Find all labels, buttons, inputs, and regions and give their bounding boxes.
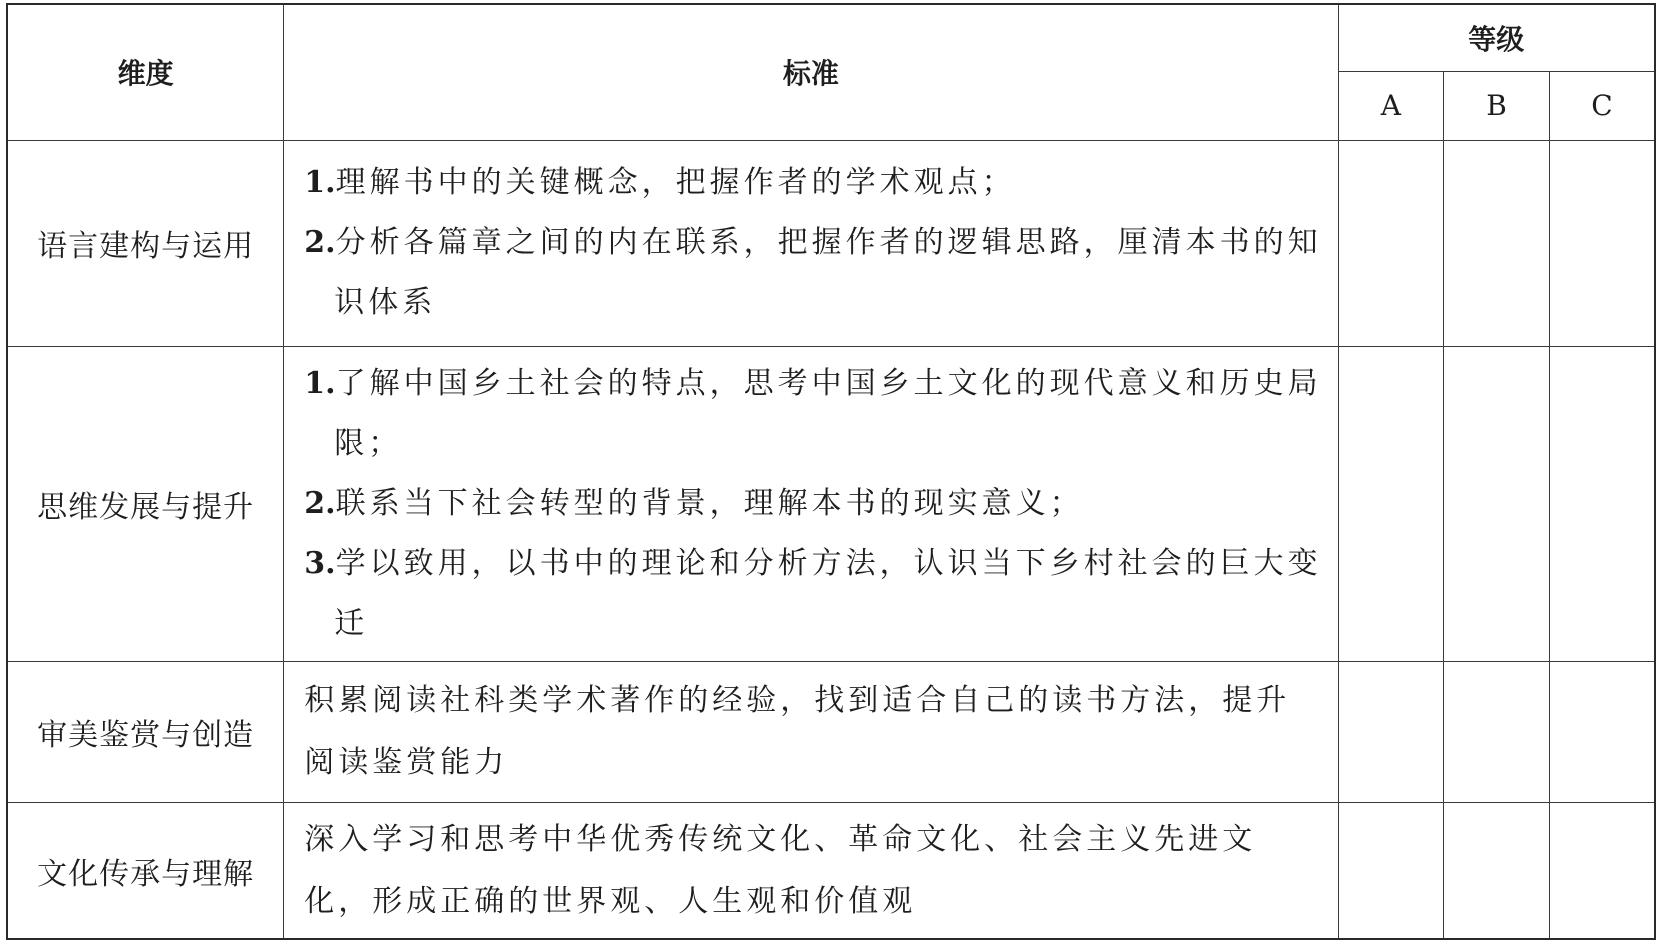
header-row-top <box>7 4 1655 71</box>
grade-a-cell[interactable] <box>1338 140 1444 346</box>
grade-b-cell[interactable] <box>1444 662 1550 803</box>
item-text: 理解书中的关键概念，把握作者的学术观点； <box>335 165 1016 201</box>
standard-cell <box>284 140 1338 346</box>
grade-c-header: C <box>1549 71 1655 140</box>
dimension-cell: 思维发展与提升 <box>7 346 284 662</box>
item-text: 联系当下社会转型的背景，理解本书的现实意义； <box>335 486 1084 521</box>
grade-a-cell[interactable] <box>1338 662 1444 803</box>
standard-item <box>304 213 1323 333</box>
table-row <box>7 803 1655 939</box>
header-dimension: 维度 <box>7 4 284 140</box>
grade-c-cell[interactable] <box>1549 346 1655 662</box>
standard-text: 深入学习和思考中华优秀传统文化、革命文化、社会主义先进文化，形成正确的世界观、人生观和价值观 <box>304 821 1257 919</box>
table-row <box>7 140 1655 346</box>
item-text: 了解中国乡土社会的特点，思考中国乡土文化的现代意义和历史局限； <box>334 366 1322 461</box>
item-number: 1. <box>304 366 336 401</box>
standard-item <box>304 153 1323 213</box>
item-number: 1. <box>304 165 336 201</box>
grade-b-cell[interactable] <box>1444 140 1550 346</box>
dimension-cell: 文化传承与理解 <box>7 803 284 939</box>
header-grade: 等级 <box>1338 4 1655 71</box>
standard-item <box>304 534 1323 654</box>
table-row <box>7 662 1655 803</box>
grade-a-header: A <box>1338 71 1444 140</box>
grade-b-cell[interactable] <box>1444 346 1550 662</box>
standard-item <box>304 354 1323 474</box>
grade-c-cell[interactable] <box>1549 140 1655 346</box>
item-text: 分析各篇章之间的内在联系，把握作者的逻辑思路，厘清本书的知识体系 <box>334 225 1322 321</box>
standard-cell <box>284 346 1338 662</box>
item-text: 学以致用，以书中的理论和分析方法，认识当下乡村社会的巨大变迁 <box>334 546 1322 641</box>
dimension-cell: 语言建构与运用 <box>7 140 284 346</box>
table-row <box>7 346 1655 662</box>
standard-cell <box>284 803 1338 939</box>
item-number: 2. <box>304 225 336 261</box>
standard-item <box>304 474 1323 534</box>
item-number: 2. <box>304 486 336 521</box>
standard-cell <box>284 662 1338 803</box>
evaluation-rubric-table <box>6 3 1656 940</box>
grade-c-cell[interactable] <box>1549 662 1655 803</box>
item-number: 3. <box>304 546 336 581</box>
standard-text: 积累阅读社科类学术著作的经验，找到适合自己的读书方法，提升阅读鉴赏能力 <box>304 683 1291 781</box>
grade-c-cell[interactable] <box>1549 803 1655 939</box>
dimension-cell: 审美鉴赏与创造 <box>7 662 284 803</box>
grade-b-header: B <box>1444 71 1550 140</box>
grade-a-cell[interactable] <box>1338 346 1444 662</box>
header-standard: 标准 <box>284 4 1338 140</box>
grade-b-cell[interactable] <box>1444 803 1550 939</box>
grade-a-cell[interactable] <box>1338 803 1444 939</box>
